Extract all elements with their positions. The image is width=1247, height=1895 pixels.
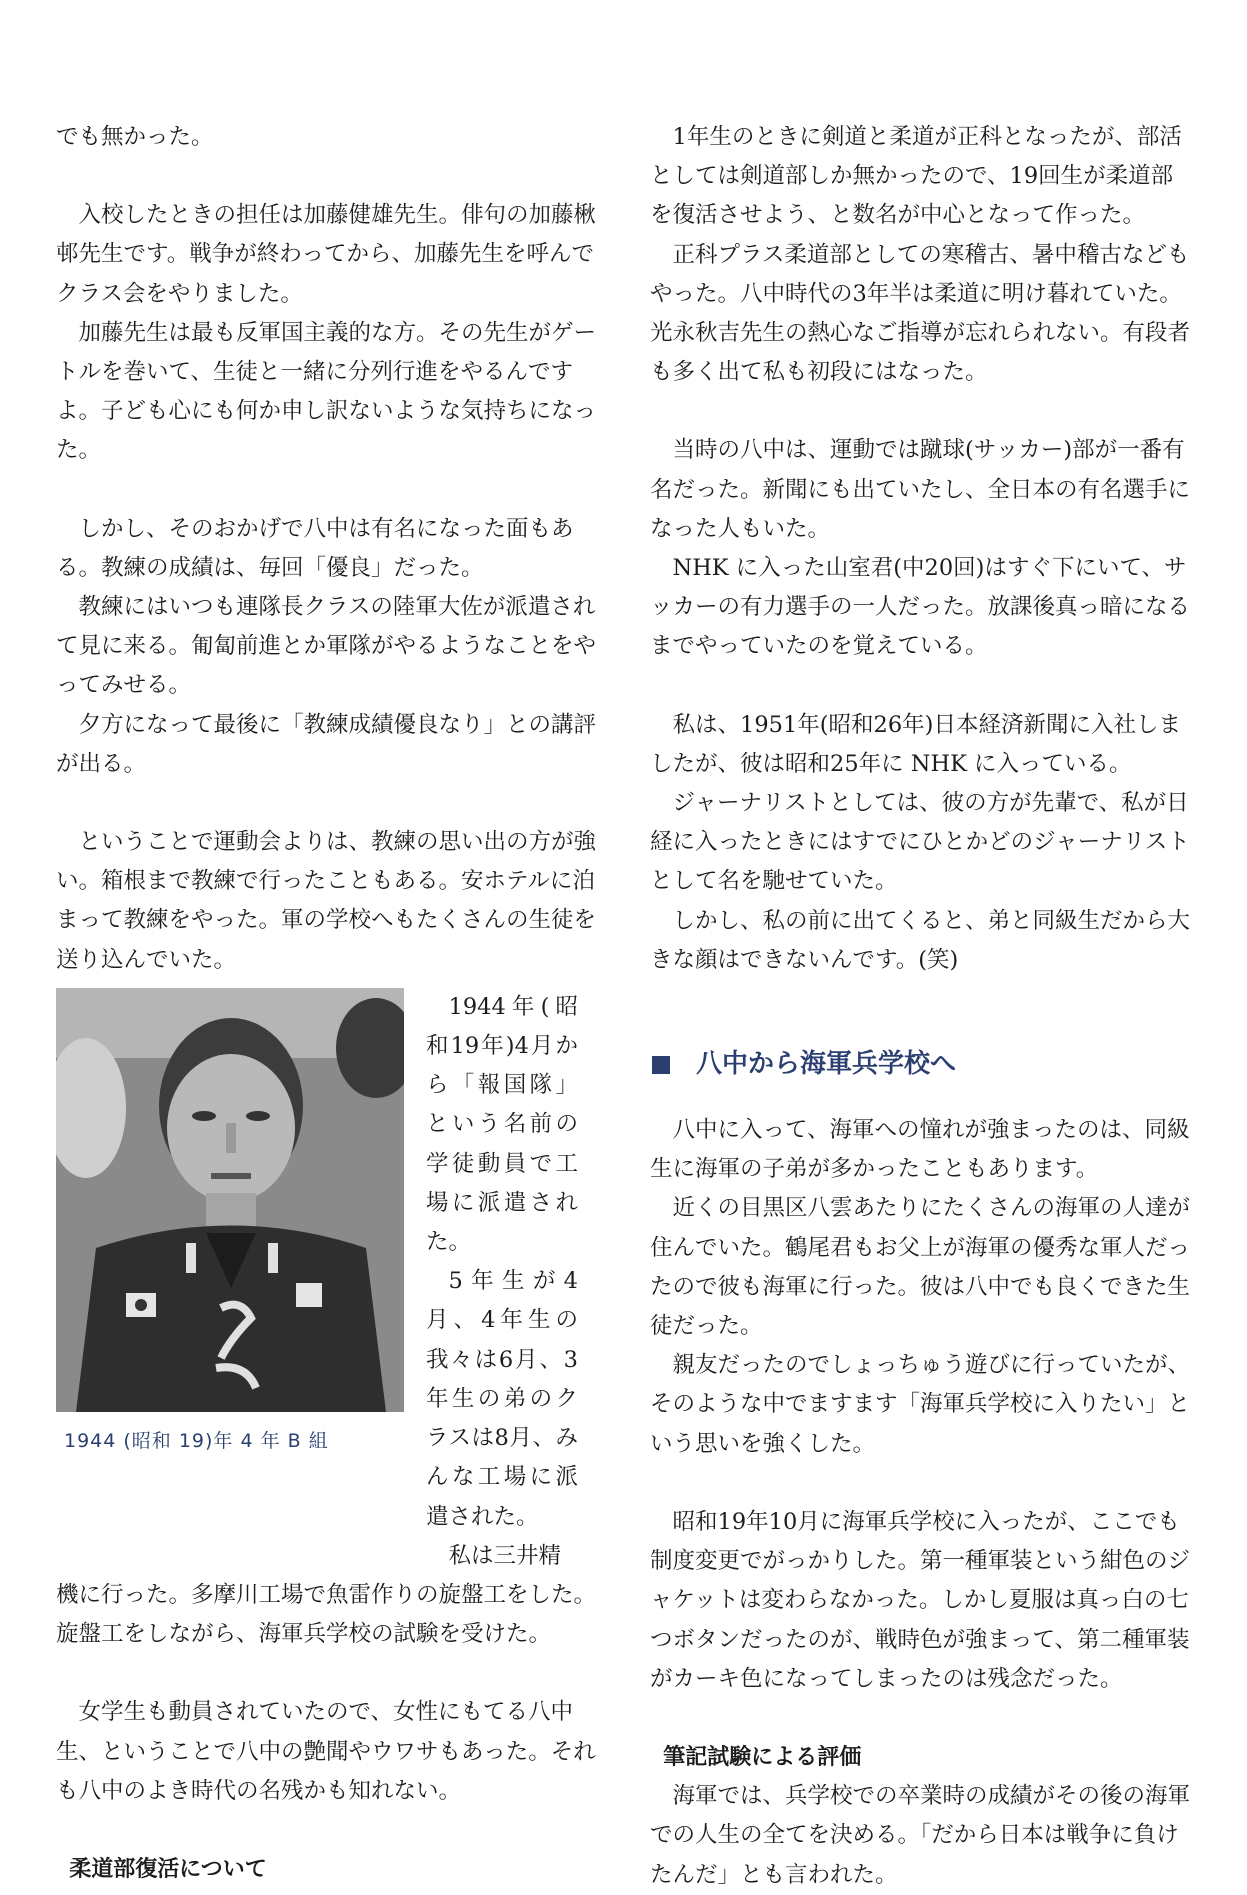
section-heading	[650, 1045, 1190, 1085]
right-column	[650, 118, 1190, 1895]
square-bullet-icon	[652, 1056, 670, 1074]
left-column	[56, 118, 596, 1889]
paragraph: でも無かった。	[56, 124, 214, 150]
paragraph: しかし、私の前に出てくると、弟と同級生だから大きな顔はできないんです。(笑)	[650, 907, 1191, 973]
paragraph: 昭和19年10月に海軍兵学校に入ったが、ここでも制度変更でがっかりした。第一種軍装という紺色のジャケットは変わらなかった。しかし夏服は真っ白の七つボタンだったのが、戦時色が強まって、第二種軍装がカーキ色になってしまったのは残念だった。	[650, 1508, 1191, 1692]
paragraph: NHK に入った山室君(中20回)はすぐ下にいて、サッカーの有力選手の一人だった。放課後真っ暗になるまでやっていたのを覚えている。	[650, 555, 1191, 660]
paragraph: 近くの目黒区八雲あたりにたくさんの海軍の人達が住んでいた。鶴尾君もお父上が海軍の優秀な軍人だったので彼も海軍に行った。彼は八中でも良くできた生徒だった。	[650, 1195, 1191, 1340]
side-text	[426, 988, 578, 1576]
paragraph: 親友だったのでしょっちゅう遊びに行っていたが、そのような中でますます「海軍兵学校に入りたい」という思いを強くした。	[650, 1352, 1191, 1457]
photo-caption: 1944 (昭和 19)年 4 年 B 組	[64, 1429, 329, 1452]
section-title: 八中から海軍兵学校へ	[696, 1049, 957, 1080]
paragraph: 教練にはいつも連隊長クラスの陸軍大佐が派遣されて見に来る。匍匐前進とか軍隊がやるようなことをやってみせる。	[56, 594, 597, 699]
paragraph: 入校したときの担任は加藤健雄先生。俳句の加藤楸邨先生です。戦争が終わってから、加藤先生を呼んでクラス会をやりました。	[56, 202, 597, 307]
paragraph: 夕方になって最後に「教練成績優良なり」との講評が出る。	[56, 711, 597, 777]
paragraph: 女学生も動員されていたので、女性にもてる八中生、ということで八中の艶聞やウワサもあった。それも八中のよき時代の名残かも知れない。	[56, 1699, 596, 1804]
paragraph: 加藤先生は最も反軍国主義的な方。その先生がゲートルを巻いて、生徒と一緒に分列行進をやるんですよ。子ども心にも何か申し訳ないような気持ちになった。	[56, 319, 597, 464]
portrait-illustration	[56, 988, 404, 1412]
paragraph: 5年生が4月、4年生の我々は6月、3年生の弟のクラスは8月、みんな工場に派遣された。	[426, 1268, 578, 1530]
paragraph: 私は三井精	[448, 1542, 562, 1569]
subheading: 筆記試験による評価	[663, 1744, 862, 1770]
photo-figure	[56, 988, 406, 1576]
paragraph: ということで運動会よりは、教練の思い出の方が強い。箱根まで教練で行ったこともある。安ホテルに泊まって教練をやった。軍の学校へもたくさんの生徒を送り込んでいた。	[56, 829, 597, 973]
subheading: 柔道部復活について	[69, 1856, 267, 1882]
paragraph: 海軍では、兵学校での卒業時の成績がその後の海軍での人生の全てを決める。「だから日本は戦争に負けたんだ」とも言われた。	[650, 1783, 1191, 1888]
paragraph: 機に行った。多摩川工場で魚雷作りの旋盤工をした。旋盤工をしながら、海軍兵学校の試験を受けた。	[56, 1581, 597, 1648]
paragraph: 私は、1951年(昭和26年)日本経済新聞に入社しましたが、彼は昭和25年に NHK に入っている。	[650, 711, 1181, 777]
paragraph: 正科プラス柔道部としての寒稽古、暑中稽古などもやった。八中時代の3年半は柔道に明け暮れていた。光永秋吉先生の熱心なご指導が忘れられない。有段者も多く出て私も初段にはなった。	[650, 241, 1191, 386]
paragraph: 1944年(昭和19年)4月から「報国隊」という名前の学徒動員で工場に派遣された。	[426, 993, 578, 1256]
paragraph: 当時の八中は、運動では蹴球(サッカー)部が一番有名だった。新聞にも出ていたし、全日本の有名選手になった人もいた。	[650, 437, 1191, 542]
paragraph: 1年生のときに剣道と柔道が正科となったが、部活としては剣道部しか無かったので、19回生が柔道部を復活させよう、と数名が中心となって作った。	[650, 124, 1182, 229]
paragraph: 八中に入って、海軍への憧れが強まったのは、同級生に海軍の子弟が多かったこともあります。	[650, 1117, 1190, 1183]
photo-section	[56, 988, 596, 1576]
student-photo	[56, 988, 404, 1412]
paragraph: しかし、そのおかげで八中は有名になった面もある。教練の成績は、毎回「優良」だった。	[56, 515, 574, 581]
paragraph: ジャーナリストとしては、彼の方が先輩で、私が日経に入ったときにはすでにひとかどのジャーナリストとして名を馳せていた。	[650, 790, 1190, 895]
